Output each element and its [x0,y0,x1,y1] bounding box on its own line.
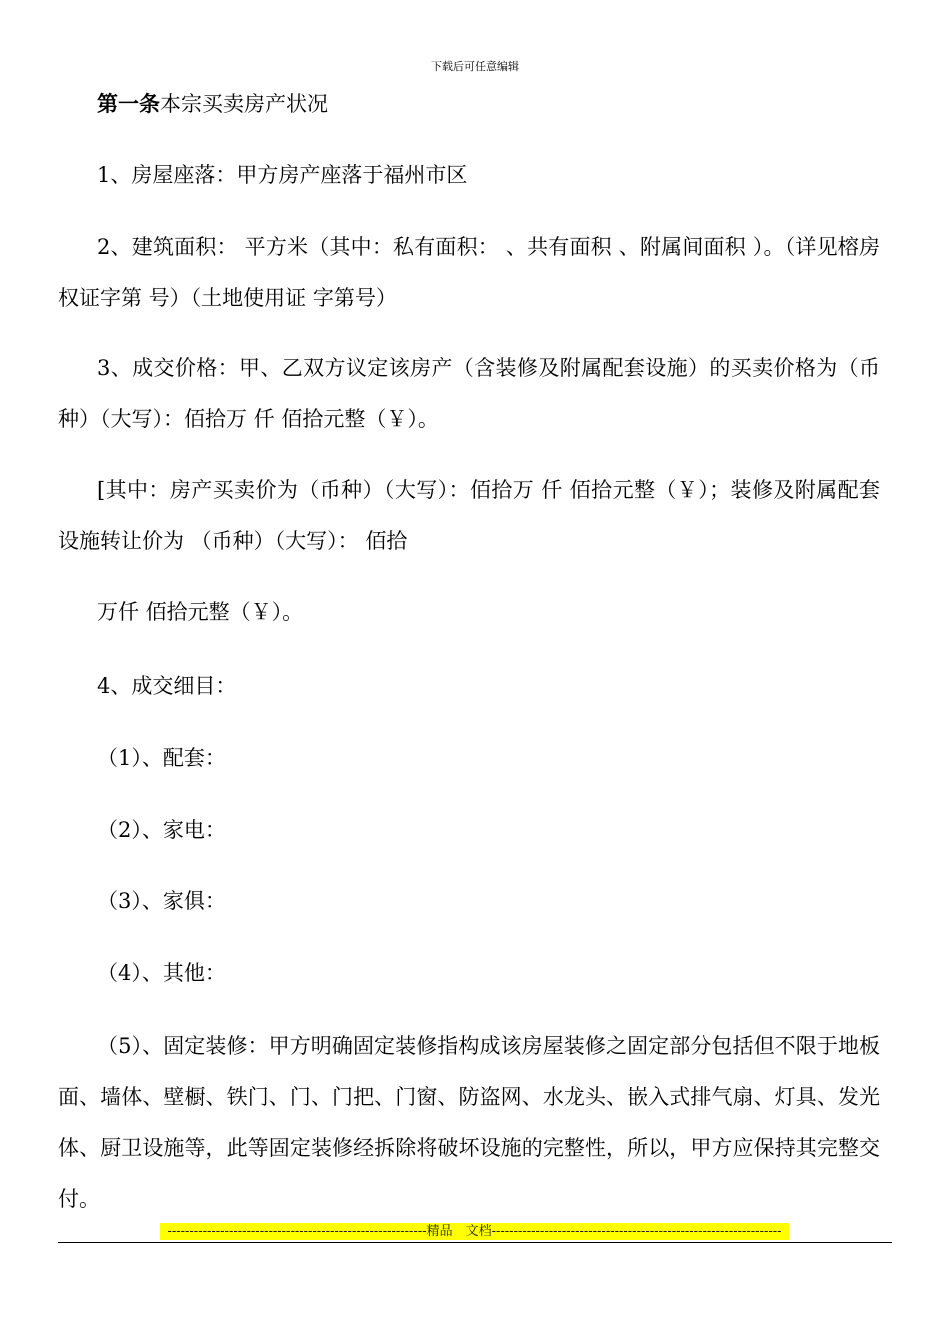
item-location: 1、房屋座落：甲方房产座落于福州市区 [97,163,468,187]
item-area: 2、建筑面积： 平方米（其中：私有面积： 、共有面积 、附属间面积 ）。（详见榕房权证字第 号）（土地使用证 字第号） [58,235,880,310]
item-price-detail-end: 万仟 佰拾元整（￥）。 [97,600,304,624]
sub-item-appliances: （2）、家电： [97,818,226,842]
footer-divider [58,1242,892,1243]
sub-item-fixed-decoration: （5）、固定装修：甲方明确固定装修指构成该房屋装修之固定部分包括但不限于地板面、墙体、壁橱、铁门、门、门把、门窗、防盗网、水龙头、嵌入式排气扇、灯具、发光体、厨卫设施等，此等固定装修经拆除将破坏设施的完整性，所以，甲方应保持其完整交付。 [58,1034,880,1211]
item-price: 3、成交价格：甲、乙双方议定该房产（含装修及附属配套设施）的买卖价格为（币种）（大写）：佰拾万 仟 佰拾元整（￥）。 [58,356,880,431]
article-title: 本宗买卖房产状况 [160,92,328,116]
sub-item-accessories: （1）、配套： [97,746,226,770]
item-price-detail: [其中：房产买卖价为（币种）（大写）：佰拾万 仟 佰拾元整（￥）；装修及附属配套设施转让价为 （币种）（大写）： 佰拾 [58,478,880,553]
sub-item-furniture: （3）、家俱： [97,889,226,913]
page-header-note: 下载后可任意编辑 [431,60,519,73]
item-details-title: 4、成交细目： [97,674,237,698]
article-number: 第一条 [97,92,160,116]
footer-banner: -----------------------------------------------------------精品 文档------------------------------------------------------------------ [160,1223,789,1240]
article-heading [97,89,328,119]
sub-item-other: （4）、其他： [97,961,226,985]
